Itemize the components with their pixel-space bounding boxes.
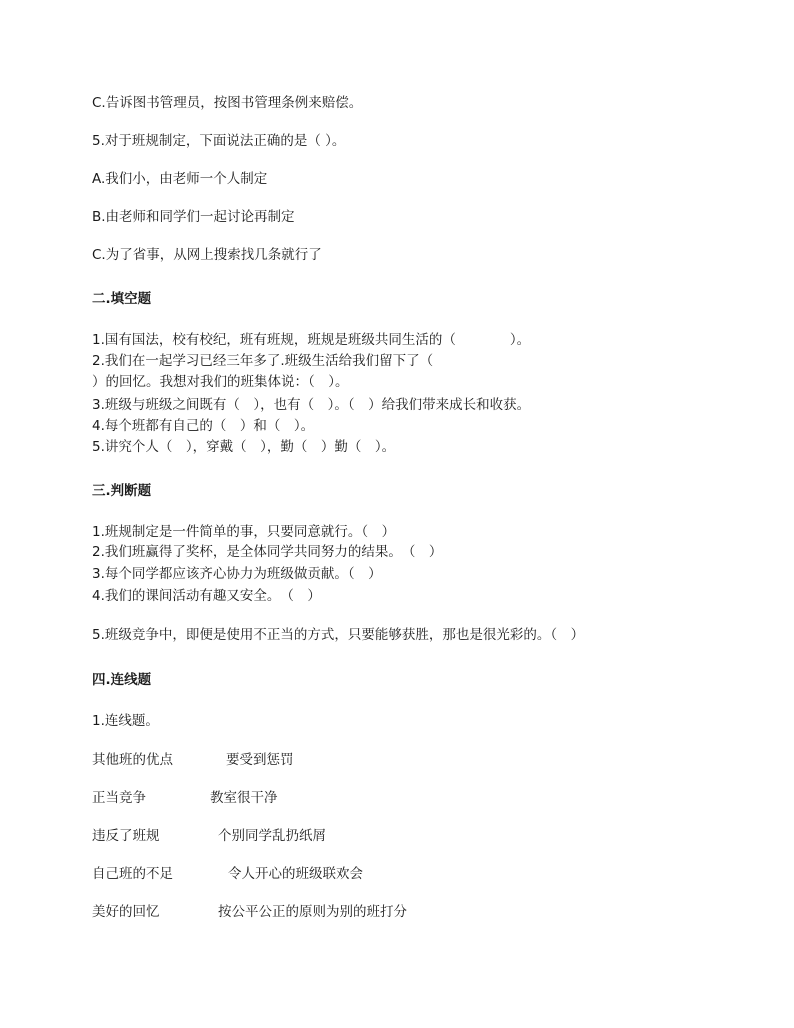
q5-option-a: A.我们小，由老师一个人制定 xyxy=(92,171,268,187)
match-right-item-2: 教室很干净 xyxy=(210,790,278,806)
match-left-item-1: 其他班的优点 xyxy=(92,752,173,768)
q5-option-c: C.为了省事，从网上搜索找几条就行了 xyxy=(92,247,322,263)
match-section-heading: 四.连线题 xyxy=(92,672,152,688)
fill-line-4: 4.每个班都有自己的（ ）和（ ）。 xyxy=(92,418,315,434)
q5-option-b: B.由老师和同学们一起讨论再制定 xyxy=(92,209,295,225)
fill-line-3: 3.班级与班级之间既有（ ），也有（ ）。（ ）给我们带来成长和收获。 xyxy=(92,397,531,413)
judge-line-3: 3.每个同学都应该齐心协力为班级做贡献。（ ） xyxy=(92,566,382,582)
match-left-item-4: 自己班的不足 xyxy=(92,866,173,882)
match-left-item-3: 违反了班规 xyxy=(92,828,160,844)
match-left-item-2: 正当竞争 xyxy=(92,790,146,806)
q1-option-c: C.告诉图书管理员，按图书管理条例来赔偿。 xyxy=(92,95,363,111)
match-right-item-4: 令人开心的班级联欢会 xyxy=(228,866,363,882)
fill-line-2: 2.我们在一起学习已经三年多了.班级生活给我们留下了（ xyxy=(92,353,434,369)
fill-line-2-cont: ）的回忆。我想对我们的班集体说：（ ）。 xyxy=(92,374,349,390)
match-left-item-5: 美好的回忆 xyxy=(92,904,160,920)
judge-line-4: 4.我们的课间活动有趣又安全。 （ ） xyxy=(92,588,321,604)
judge-section-heading: 三.判断题 xyxy=(92,483,152,499)
fill-line-5: 5.讲究个人（ ），穿戴（ ），勤（ ）勤（ ）。 xyxy=(92,439,396,455)
match-right-item-3: 个别同学乱扔纸屑 xyxy=(218,828,326,844)
judge-line-2: 2.我们班赢得了奖杯，是全体同学共同努力的结果。 （ ） xyxy=(92,544,443,560)
judge-line-5: 5.班级竞争中，即便是使用不正当的方式，只要能够获胜，那也是很光彩的。（ ） xyxy=(92,627,585,643)
match-right-item-5: 按公平公正的原则为别的班打分 xyxy=(218,904,407,920)
match-intro: 1.连线题。 xyxy=(92,713,159,729)
match-right-item-1: 要受到惩罚 xyxy=(226,752,294,768)
q5-stem: 5.对于班规制定，下面说法正确的是（ ）。 xyxy=(92,133,346,149)
judge-line-1: 1.班规制定是一件简单的事，只要同意就行。（ ） xyxy=(92,524,396,540)
fill-line-1: 1.国有国法，校有校纪，班有班规，班规是班级共同生活的（ ）。 xyxy=(92,332,531,348)
fill-section-heading: 二.填空题 xyxy=(92,291,152,307)
